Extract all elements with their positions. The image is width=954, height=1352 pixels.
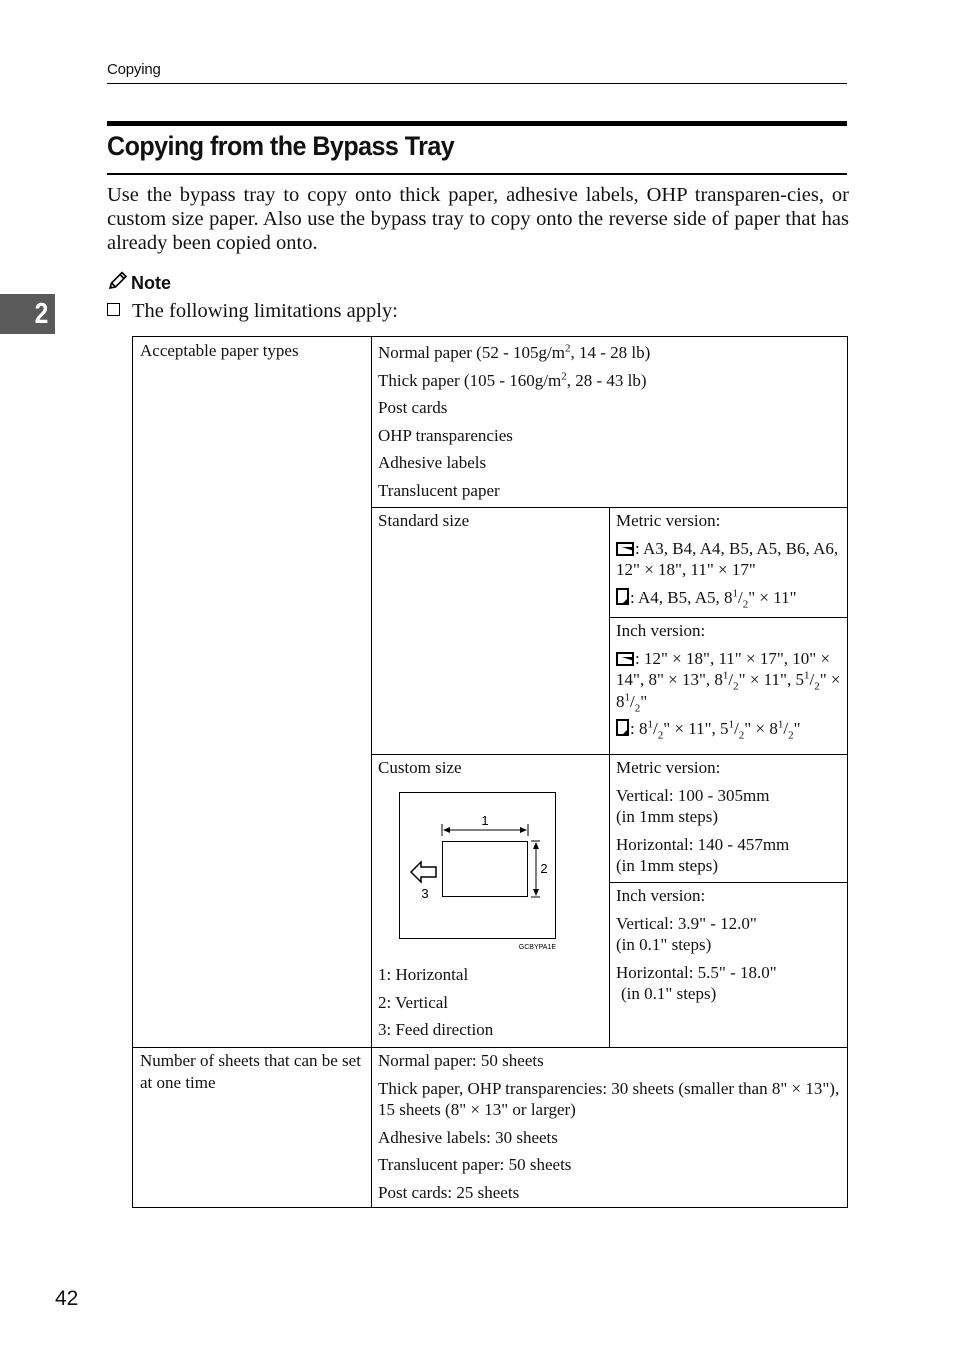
page-number: 42 (55, 1287, 79, 1310)
list-item: Translucent paper (378, 480, 500, 500)
paper-types-list (378, 342, 838, 507)
standard-size-label: Standard size (378, 511, 470, 530)
list-item: Normal paper ($52 - 105g/m^2$, 14 - 28 lb) (378, 342, 651, 362)
chapter-number: 2 (34, 298, 49, 330)
table-border (371, 754, 848, 755)
custom-metric-cell (616, 757, 841, 883)
list-item: 3: Feed direction (378, 1020, 494, 1039)
custom-metric-title: Metric version: (616, 758, 721, 777)
list-item: : A3, B4, A4, B5, A5, B6, A6, 12" × 18", 11" × 17" (616, 538, 839, 579)
note-label: Note (131, 273, 171, 293)
header-rule (107, 83, 847, 84)
standard-inch-title: Inch version: (616, 621, 706, 640)
list-item: Horizontal: 140 - 457mm (in 1mm steps) (616, 834, 790, 875)
table-border (609, 507, 610, 1048)
figure-code: GCBYPA1E (518, 944, 556, 951)
portrait-orientation-icon (616, 719, 630, 736)
chapter-tab (0, 294, 55, 334)
portrait-orientation-icon (616, 588, 630, 605)
list-item: : A4, B5, A5, $8^1/_2$" × 11" (616, 587, 841, 609)
note-bullet-text: The following limitations apply: (132, 300, 398, 322)
diagram-label-1: 1 (481, 813, 489, 828)
list-item: Vertical: 3.9" - 12.0" (in 0.1" steps) (616, 913, 757, 954)
paper-sheet (443, 842, 528, 897)
diagram-legend (378, 964, 603, 1047)
list-item: : 12" × 18", 11" × 17", 10" × 14", 8" × 13", $8^1/_2$" × 11", $5^1/_2$" × $8^1/_2$" (616, 648, 841, 714)
standard-metric-title: Metric version: (616, 511, 721, 530)
table-border (847, 336, 848, 1208)
table-border (132, 1047, 848, 1048)
note-bullet (107, 300, 398, 323)
checkbox-bullet-icon (107, 303, 120, 316)
list-item: Adhesive labels: 30 sheets (378, 1127, 558, 1147)
standard-metric-cell (616, 510, 841, 614)
list-item: Vertical: 100 - 305mm (in 1mm steps) (616, 785, 770, 826)
table-border (132, 336, 133, 1208)
diagram-frame (400, 793, 556, 939)
list-item: 2: Vertical (378, 992, 449, 1012)
custom-inch-title: Inch version: (616, 886, 706, 905)
running-head: Copying (107, 61, 161, 78)
diagram-label-2: 2 (540, 861, 548, 876)
page-title: Copying from the Bypass Tray (107, 131, 455, 161)
list-item: : $8^1/_2$" × 11", $5^1/_2$" × $8^1/_2$" (616, 718, 841, 740)
list-item: Post cards: 25 sheets (378, 1182, 520, 1202)
list-item: Normal paper: 50 sheets (378, 1051, 544, 1070)
list-item: Adhesive labels (378, 453, 487, 472)
intro-paragraph: Use the bypass tray to copy onto thick paper, adhesive labels, OHP transparen-cies, or custom size paper. Also use the bypass tray to copy onto the reverse side of paper that has already been copied onto. (107, 184, 849, 254)
standard-inch-cell (616, 620, 841, 746)
custom-size-label: Custom size (378, 758, 462, 777)
sheets-label: Number of sheets that can be set at one time (140, 1051, 361, 1092)
title-rule-top (107, 121, 847, 126)
table-border (371, 336, 372, 1208)
list-item: Thick paper ($105 - 160g/m^2$, 28 - 43 lb) (378, 369, 647, 390)
feed-direction-arrow-icon (411, 862, 436, 882)
pencil-icon (107, 271, 129, 291)
table-border (132, 336, 848, 337)
table-border (609, 617, 848, 618)
list-item: OHP transparencies (378, 425, 513, 445)
list-item: Horizontal: 5.5" - 18.0" (in 0.1" steps) (616, 962, 777, 1003)
diagram-label-3: 3 (421, 886, 429, 901)
title-rule-bottom (107, 173, 847, 175)
list-item: Translucent paper: 50 sheets (378, 1155, 572, 1174)
landscape-orientation-icon (616, 652, 635, 666)
list-item: Thick paper, OHP transparencies: 30 sheets (smaller than 8" × 13"), 15 sheets (8" × 13" or larger) (378, 1078, 840, 1119)
custom-inch-cell (616, 885, 841, 1011)
landscape-orientation-icon (616, 542, 635, 556)
acceptable-paper-label: Acceptable paper types (140, 341, 299, 360)
custom-size-diagram (399, 792, 559, 954)
list-item: 1: Horizontal (378, 965, 469, 984)
sheets-list (378, 1050, 840, 1209)
note-heading (107, 271, 171, 294)
list-item: Post cards (378, 398, 448, 417)
